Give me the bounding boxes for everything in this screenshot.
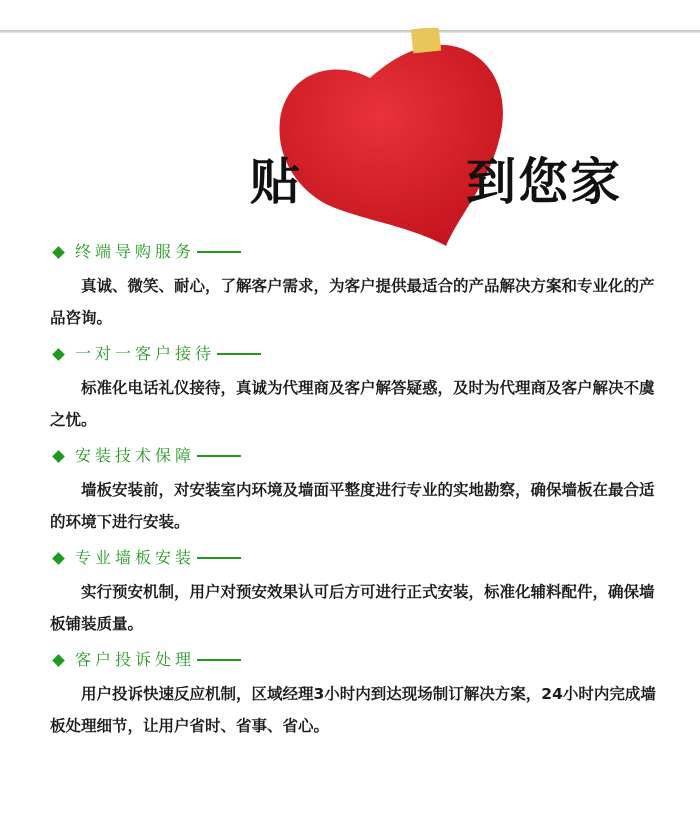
heading-dash (197, 659, 241, 661)
diamond-bullet-icon (52, 450, 65, 463)
tape-icon (411, 28, 441, 53)
section-title: 安装技术保障 (75, 446, 196, 465)
service-section (50, 648, 666, 742)
section-body: 标准化电话礼仪接待，真诚为代理商及客户解答疑惑，及时为代理商及客户解决不虞之忧。 (50, 379, 655, 429)
section-title: 终端导购服务 (75, 242, 196, 261)
service-section (50, 546, 666, 640)
section-body: 用户投诉快速反应机制，区域经理3小时内到达现场制订解决方案，24小时内完成墙板处理细节，让用户省时、省事、省心。 (50, 685, 656, 735)
section-heading (50, 648, 666, 672)
heart-graphic (270, 28, 510, 258)
section-heading (50, 444, 666, 468)
heading-dash (197, 557, 241, 559)
diamond-bullet-icon (52, 348, 65, 361)
service-section (50, 444, 666, 538)
section-heading (50, 546, 666, 570)
service-section (50, 342, 666, 436)
headline-right: 到您家 (466, 153, 622, 211)
diamond-bullet-icon (52, 552, 65, 565)
section-title: 客户投诉处理 (75, 650, 196, 669)
service-list (50, 240, 666, 742)
diamond-bullet-icon (52, 654, 65, 667)
headline-left: 贴 (250, 153, 300, 211)
section-body: 墙板安装前，对安装室内环境及墙面平整度进行专业的实地勘察，确保墙板在最合适的环境下进行安装。 (50, 481, 655, 531)
section-title: 专业墙板安装 (75, 548, 196, 567)
section-title: 一对一客户接待 (75, 344, 216, 363)
section-heading (50, 240, 666, 264)
section-body: 实行预安机制，用户对预安效果认可后方可进行正式安装，标准化辅料配件，确保墙板铺装质量。 (50, 583, 655, 633)
section-heading (50, 342, 666, 366)
heading-dash (197, 455, 241, 457)
heading-dash (197, 251, 241, 253)
section-body: 真诚、微笑、耐心，了解客户需求，为客户提供最适合的产品解决方案和专业化的产品咨询。 (50, 277, 655, 327)
diamond-bullet-icon (52, 246, 65, 259)
heading-dash (217, 353, 261, 355)
heart-icon (270, 28, 510, 258)
service-section (50, 240, 666, 334)
